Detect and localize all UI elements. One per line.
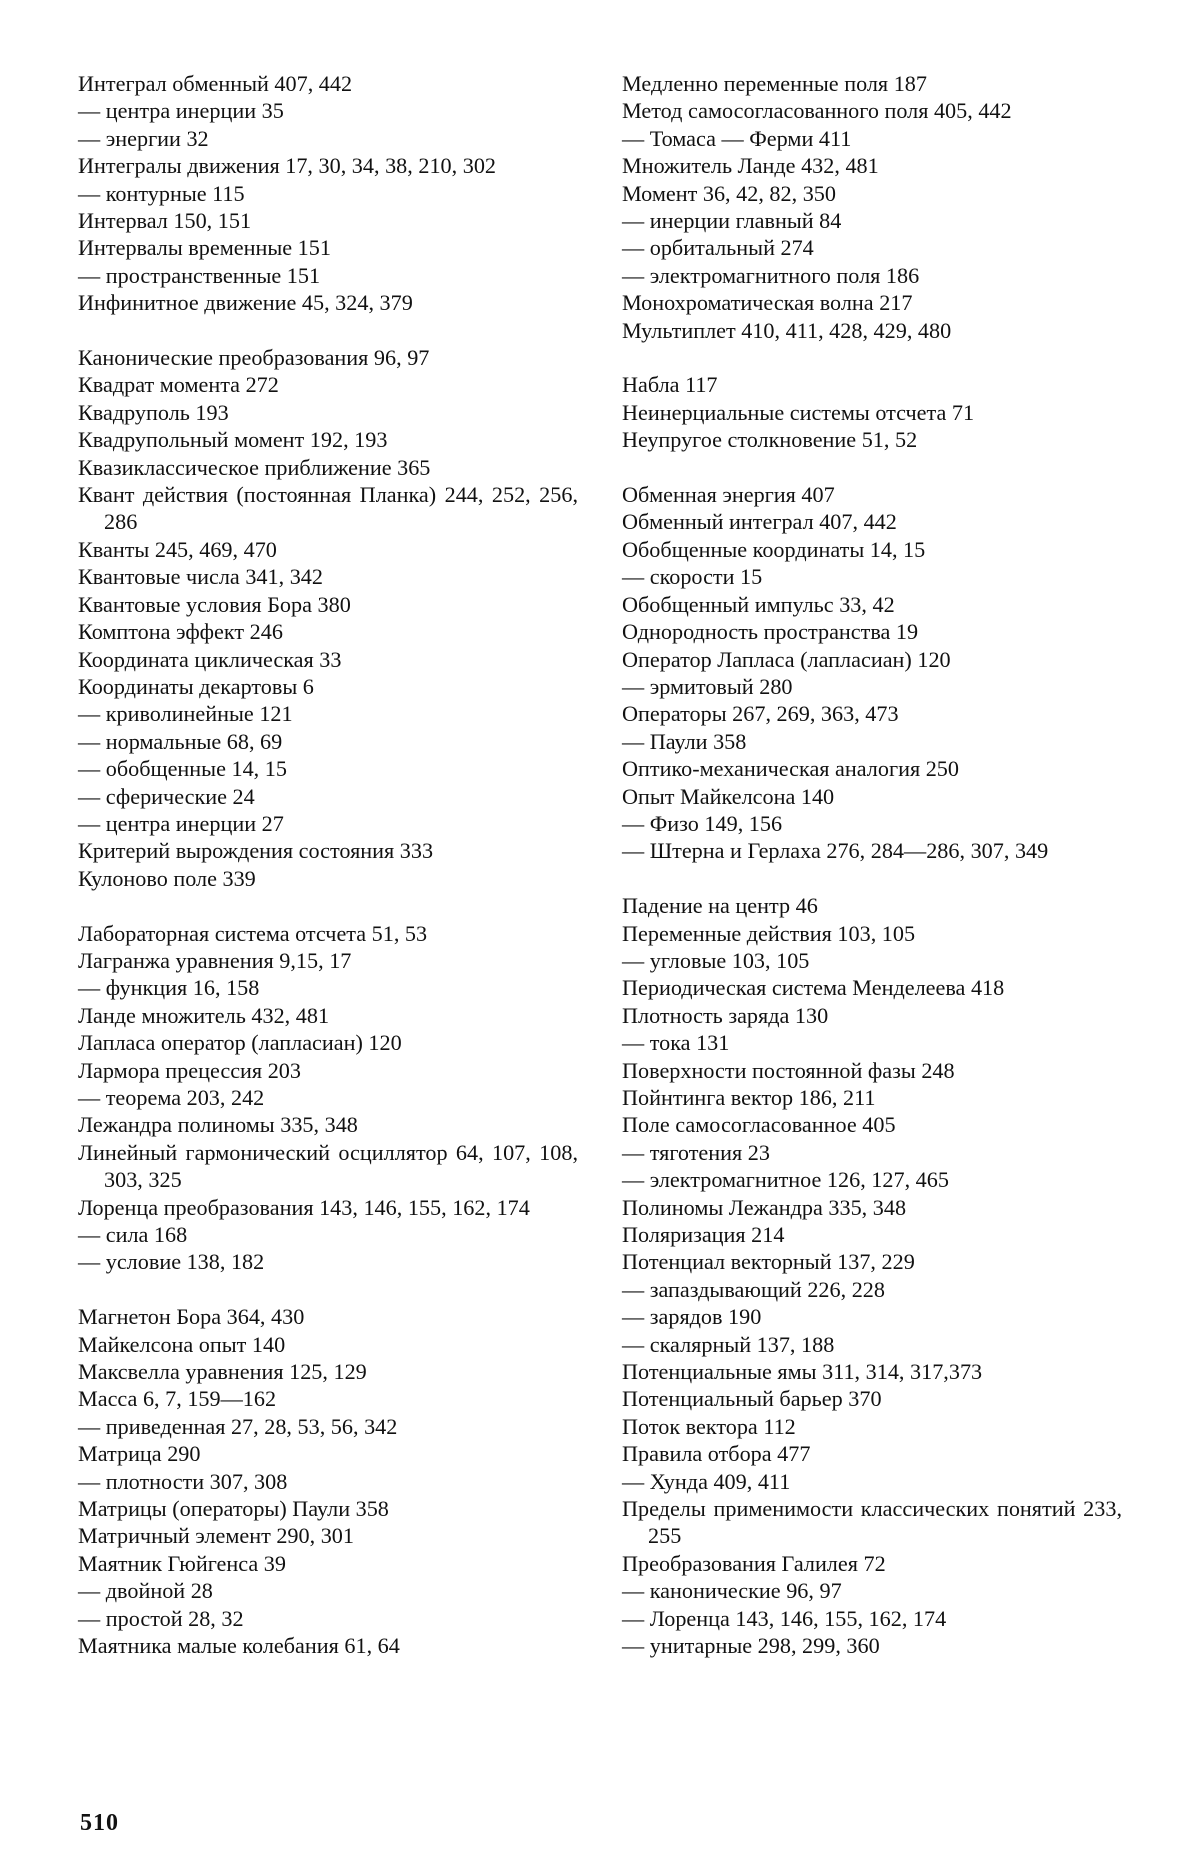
index-entry: Квадруполь 193 [78, 399, 229, 425]
index-entry: Поверхности постоянной фазы 248 [622, 1057, 955, 1083]
index-entry: Метод самосогласованного поля 405, 442 [622, 98, 1012, 124]
index-entry: — запаздывающий 226, 228 [622, 1276, 885, 1302]
index-entry: Обобщенные координаты 14, 15 [622, 536, 926, 562]
index-entry: Мультиплет 410, 411, 428, 429, 480 [622, 317, 952, 343]
index-entry: Канонические преобразования 96, 97 [78, 345, 430, 371]
index-entry: Набла 117 [622, 372, 718, 398]
index-entry: Интервал 150, 151 [78, 208, 252, 234]
index-entry: — Штерна и Герлаха 276, 284—286, 307, 349 [622, 838, 1049, 864]
index-entry: — энергии 32 [78, 125, 209, 151]
index-entry: Поляризация 214 [622, 1222, 785, 1248]
index-entry: Лагранжа уравнения 9,15, 17 [78, 947, 352, 973]
index-entry: Периодическая система Менделеева 418 [622, 975, 1005, 1001]
index-entry: Монохроматическая волна 217 [622, 290, 913, 316]
index-entry: Матричный элемент 290, 301 [78, 1523, 354, 1549]
index-entry: Потенциал векторный 137, 229 [622, 1249, 915, 1275]
page-number: 510 [80, 1810, 119, 1836]
index-entry: Магнетон Бора 364, 430 [78, 1304, 305, 1330]
index-entry: Координаты декартовы 6 [78, 673, 314, 699]
index-entry: Плотность заряда 130 [622, 1002, 829, 1028]
index-entry: Квадрупольный момент 192, 193 [78, 427, 388, 453]
index-entry: — Физо 149, 156 [622, 810, 783, 836]
index-entry: Максвелла уравнения 125, 129 [78, 1359, 367, 1385]
section-gap [622, 344, 1122, 371]
index-entry: Лабораторная система отсчета 51, 53 [78, 920, 428, 946]
index-entry: — функция 16, 158 [78, 975, 260, 1001]
index-entry: — тяготения 23 [622, 1139, 770, 1165]
index-entry: Комптона эффект 246 [78, 619, 283, 645]
index-entry: — электромагнитное 126, 127, 465 [622, 1167, 949, 1193]
index-entry: — нормальные 68, 69 [78, 728, 283, 754]
index-entry: Обменная энергия 407 [622, 482, 835, 508]
index-entry: Падение на центр 46 [622, 893, 818, 919]
index-entry: Линейный гармонический осциллятор 64, 107, 108, 303, 325 [78, 1139, 578, 1193]
section-gap [78, 1276, 578, 1303]
index-entry: — Лоренца 143, 146, 155, 162, 174 [622, 1605, 947, 1631]
index-entry: Неинерциальные системы отсчета 71 [622, 399, 975, 425]
index-entry: Медленно переменные поля 187 [622, 71, 927, 96]
index-entry: — контурные 115 [78, 180, 245, 206]
index-entry: — эрмитовый 280 [622, 673, 793, 699]
index-entry: — двойной 28 [78, 1578, 213, 1604]
index-entry: — Томаса — Ферми 411 [622, 125, 852, 151]
index-entry: Интеграл обменный 407, 442 [78, 71, 353, 96]
section-gap [622, 454, 1122, 481]
index-entry: Пределы применимости классических понятий 233, 255 [622, 1496, 1122, 1549]
index-entry: Переменные действия 103, 105 [622, 920, 916, 946]
index-entry: Пойнтинга вектор 186, 211 [622, 1084, 876, 1110]
section-gap [78, 892, 578, 919]
index-entry: Квазиклассическое приближение 365 [78, 454, 431, 480]
index-entry: — унитарные 298, 299, 360 [622, 1633, 880, 1659]
index-entry: — орбитальный 274 [622, 235, 814, 261]
index-entry: — сферические 24 [78, 783, 255, 809]
index-entry: — зарядов 190 [622, 1304, 762, 1330]
index-entry: Потенциальный барьер 370 [622, 1386, 882, 1412]
index-entry: — скалярный 137, 188 [622, 1331, 835, 1357]
index-column-left [78, 70, 578, 1660]
section-gap [622, 865, 1122, 892]
index-entry: Кванты 245, 469, 470 [78, 536, 277, 562]
index-entry: Оператор Лапласа (лапласиан) 120 [622, 646, 951, 672]
index-entry: — криволинейные 121 [78, 701, 293, 727]
index-entry: Матрицы (операторы) Паули 358 [78, 1496, 389, 1522]
index-entry: Поток вектора 112 [622, 1413, 796, 1439]
index-entry: — инерции главный 84 [622, 208, 842, 234]
index-entry: Потенциальные ямы 311, 314, 317,373 [622, 1359, 983, 1385]
index-entry: Координата циклическая 33 [78, 646, 342, 672]
index-entry: Лапласа оператор (лапласиан) 120 [78, 1030, 402, 1056]
index-entry: Момент 36, 42, 82, 350 [622, 180, 836, 206]
index-entry: Правила отбора 477 [622, 1441, 811, 1467]
index-entry: — Паули 358 [622, 728, 747, 754]
index-entry: Интервалы временные 151 [78, 235, 331, 261]
index-entry: — центра инерции 27 [78, 810, 284, 836]
index-entry: — теорема 203, 242 [78, 1085, 265, 1110]
index-entry: Майкелсона опыт 140 [78, 1331, 286, 1357]
index-entry: Квантовые условия Бора 380 [78, 591, 351, 617]
index-entry: Полиномы Лежандра 335, 348 [622, 1194, 907, 1220]
index-entry: Критерий вырождения состояния 333 [78, 838, 434, 864]
index-entry: Неупругое столкновение 51, 52 [622, 427, 918, 453]
index-entry: — приведенная 27, 28, 53, 56, 342 [78, 1413, 398, 1439]
index-entry: Квантовые числа 341, 342 [78, 564, 323, 590]
index-entry: — обобщенные 14, 15 [78, 756, 287, 782]
index-entry: — пространственные 151 [78, 262, 321, 288]
index-entry: Квадрат момента 272 [78, 372, 279, 398]
index-entry: — условие 138, 182 [78, 1249, 265, 1275]
index-entry: Оптико-механическая аналогия 250 [622, 756, 959, 782]
index-entry: Обобщенный импульс 33, 42 [622, 591, 895, 617]
index-entry: Поле самосогласованное 405 [622, 1112, 896, 1138]
index-entry: Лармора прецессия 203 [78, 1057, 301, 1083]
index-entry: — плотности 307, 308 [78, 1468, 288, 1494]
index-entry: Множитель Ланде 432, 481 [622, 153, 879, 179]
index-entry: Лежандра полиномы 335, 348 [78, 1112, 358, 1138]
index-entry: Ланде множитель 432, 481 [78, 1002, 330, 1028]
index-entry: — тока 131 [622, 1030, 730, 1056]
index-entry: — скорости 15 [622, 564, 763, 590]
index-entry: — сила 168 [78, 1222, 188, 1248]
index-entry: Интегралы движения 17, 30, 34, 38, 210, 302 [78, 153, 497, 179]
index-entry: — электромагнитного поля 186 [622, 262, 920, 288]
index-entry: Матрица 290 [78, 1441, 201, 1467]
index-entry: Инфинитное движение 45, 324, 379 [78, 290, 413, 316]
index-entry: Маятника малые колебания 61, 64 [78, 1633, 400, 1659]
index-entry: Однородность пространства 19 [622, 619, 919, 645]
index-entry: Преобразования Галилея 72 [622, 1550, 886, 1576]
index-entry: Квант действия (постоянная Планка) 244, 252, 256, 286 [78, 482, 578, 535]
index-entry: — Хунда 409, 411 [622, 1468, 791, 1494]
index-entry: Операторы 267, 269, 363, 473 [622, 701, 899, 727]
index-entry: Маятник Гюйгенса 39 [78, 1550, 286, 1576]
index-entry: — простой 28, 32 [78, 1605, 244, 1631]
section-gap [78, 317, 578, 344]
index-entry: — центра инерции 35 [78, 98, 284, 124]
index-entry: — канонические 96, 97 [622, 1578, 842, 1604]
index-entry: Лоренца преобразования 143, 146, 155, 162, 174 [78, 1194, 530, 1220]
index-column-right [622, 70, 1122, 1660]
index-entry: Обменный интеграл 407, 442 [622, 509, 897, 535]
index-entry: — угловые 103, 105 [622, 947, 810, 973]
index-entry: Масса 6, 7, 159—162 [78, 1386, 277, 1412]
index-entry: Опыт Майкелсона 140 [622, 783, 835, 809]
index-entry: Кулоново поле 339 [78, 865, 256, 891]
